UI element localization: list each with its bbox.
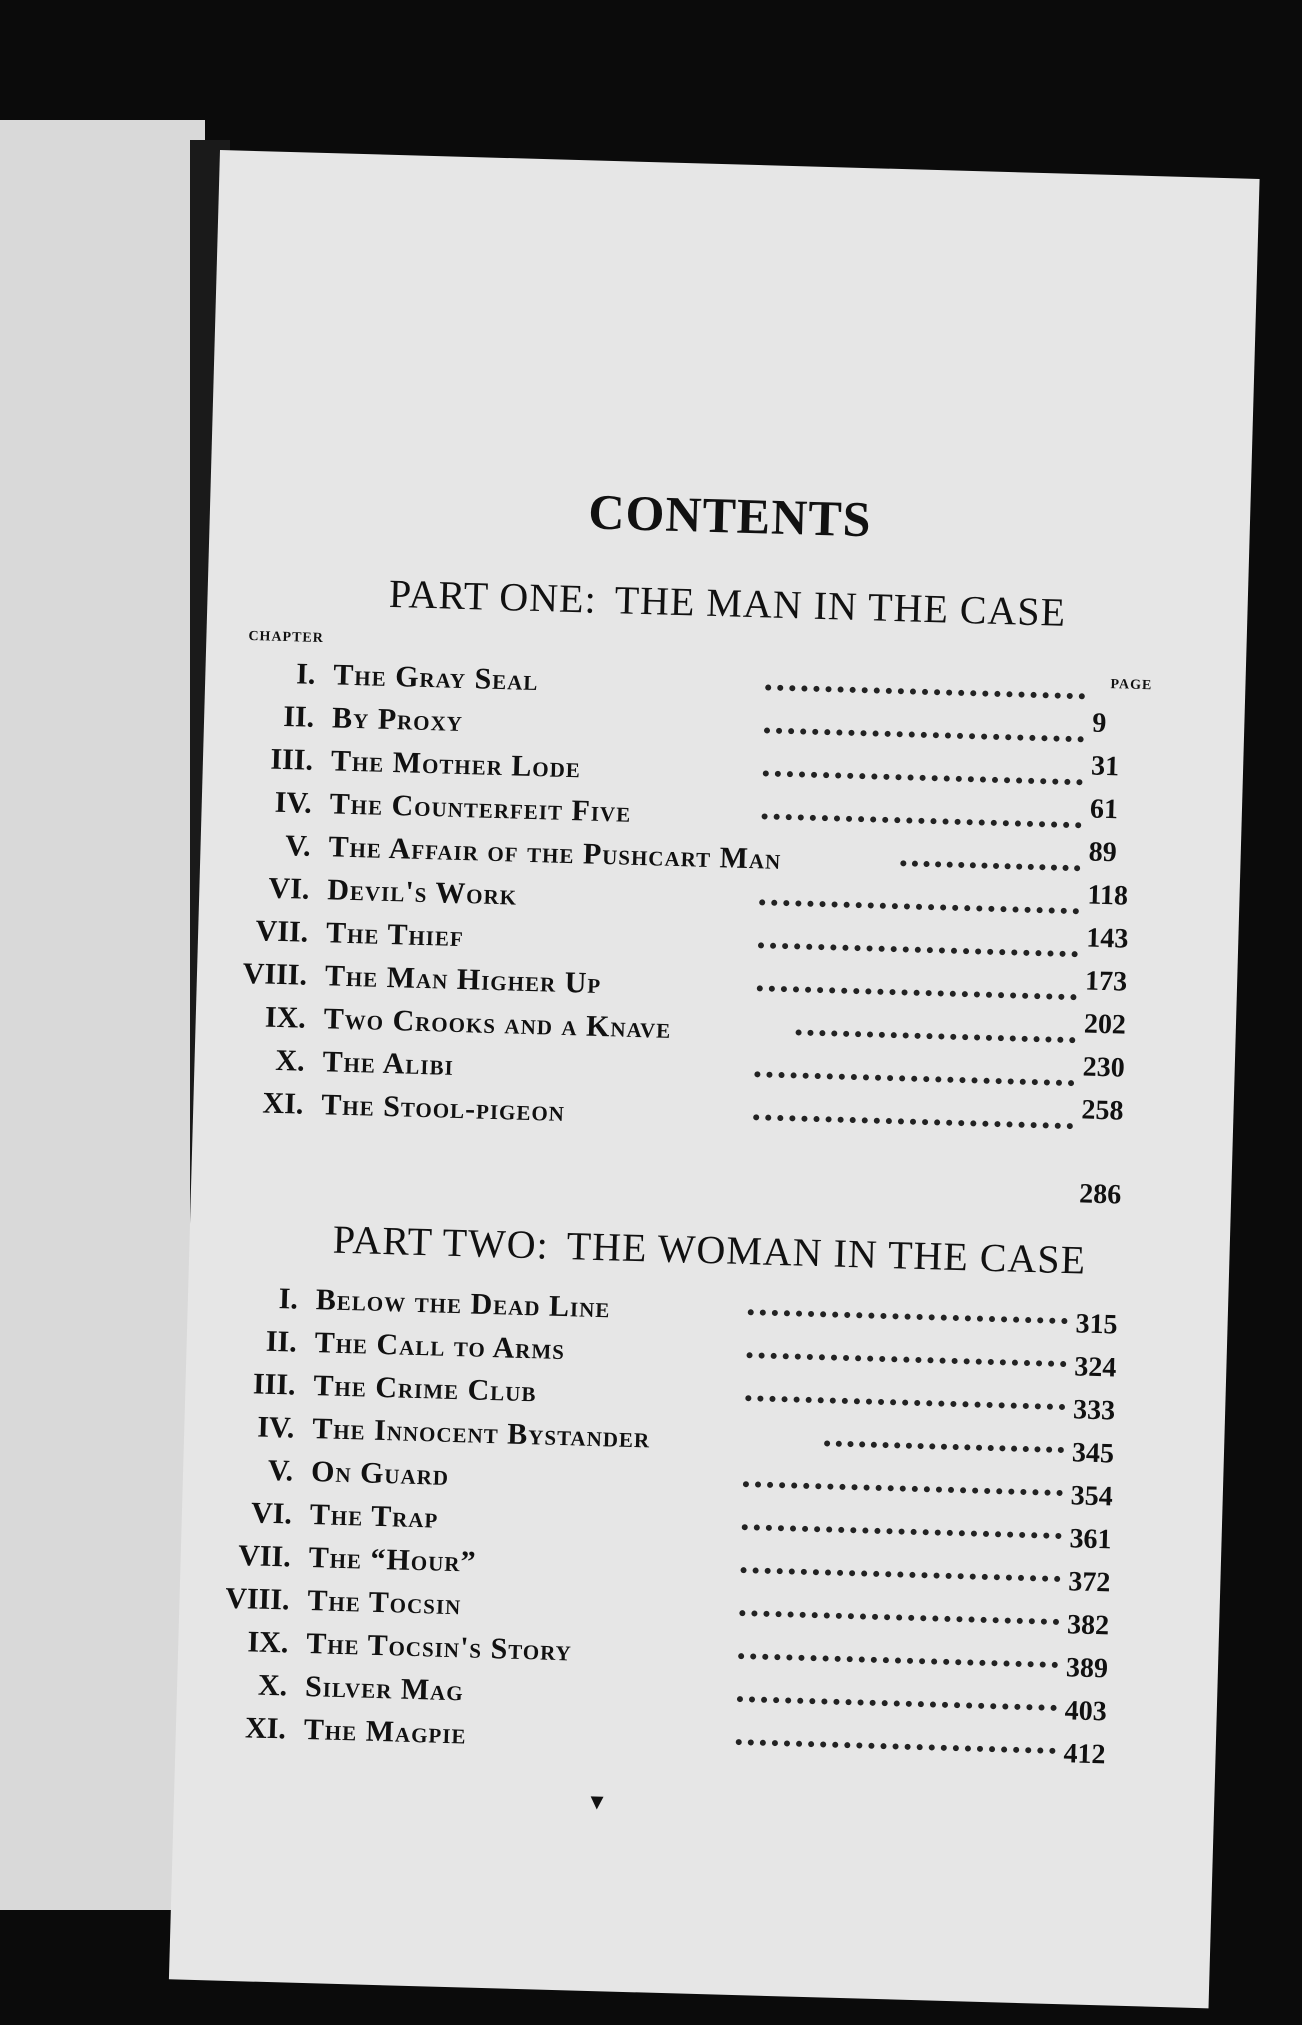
contents-title: CONTENTS — [587, 483, 873, 548]
dot-leader — [736, 1739, 1056, 1754]
chapter-title[interactable]: The Magpie — [303, 1712, 468, 1751]
page-number: 315 — [1075, 1308, 1118, 1341]
chapter-number: I. — [278, 1282, 299, 1316]
page-number: 202 — [1083, 1008, 1127, 1041]
dot-leader — [738, 1653, 1058, 1668]
dot-leader — [796, 1029, 1076, 1043]
chapter-number: IX. — [264, 1000, 307, 1035]
chapter-number: III. — [270, 742, 314, 777]
chapter-number: X. — [257, 1668, 288, 1703]
chapter-title[interactable]: The Crime Club — [313, 1369, 537, 1409]
part-one-heading — [207, 565, 1248, 641]
page-number: 258 — [1081, 1094, 1124, 1127]
chapter-title[interactable]: The Tocsin's Story — [305, 1626, 573, 1668]
chapter-number: X. — [274, 1043, 306, 1078]
chapter-number: II. — [265, 1324, 298, 1359]
chapter-number: III. — [252, 1367, 297, 1402]
contents-page — [169, 150, 1260, 2008]
chapter-number: IV. — [256, 1410, 295, 1445]
part-two-label: PART TWO: — [332, 1216, 550, 1268]
chapter-title[interactable]: By Proxy — [331, 701, 464, 739]
chapter-number: IV. — [274, 785, 313, 820]
chapter-title[interactable]: The Thief — [325, 916, 465, 954]
chapter-title[interactable]: The Affair of the Pushcart Man — [328, 830, 782, 876]
down-arrow-icon: ▼ — [585, 1788, 609, 1815]
page-number: 230 — [1082, 1051, 1126, 1084]
chapter-column-label: CHAPTER — [248, 628, 325, 647]
chapter-title[interactable]: The Tocsin — [307, 1584, 462, 1622]
chapter-number: VI. — [268, 871, 310, 906]
page-number: 118 — [1087, 879, 1129, 912]
dot-leader — [743, 1481, 1063, 1496]
page-number: 361 — [1069, 1523, 1112, 1556]
chapter-number: VIII. — [224, 1581, 291, 1617]
chapter-number: VI. — [250, 1496, 293, 1531]
chapter-title[interactable]: The Counterfeit Five — [329, 787, 632, 829]
chapter-title[interactable]: Devil's Work — [326, 873, 518, 912]
part-one-label: PART ONE: — [388, 570, 598, 622]
dot-leader — [739, 1610, 1059, 1625]
chapter-title[interactable]: The Trap — [309, 1498, 439, 1535]
chapter-number: I. — [295, 657, 316, 691]
dot-leader — [742, 1524, 1062, 1539]
dot-leader — [745, 1395, 1065, 1410]
page-number: 389 — [1065, 1652, 1109, 1685]
dot-leader — [900, 860, 1080, 871]
page-number: 89 — [1088, 836, 1118, 869]
page-number: 333 — [1072, 1394, 1116, 1427]
chapter-number: VII. — [237, 1539, 292, 1574]
chapter-title[interactable]: The Call to Arms — [314, 1326, 566, 1367]
dot-leader — [762, 813, 1082, 828]
page-number: 382 — [1066, 1609, 1110, 1642]
chapter-number: XI. — [244, 1711, 287, 1746]
dot-leader — [764, 727, 1084, 742]
dot-leader — [758, 942, 1078, 957]
dot-leader — [748, 1309, 1068, 1324]
chapter-number: V. — [284, 829, 312, 863]
dot-leader — [740, 1567, 1060, 1582]
trailing-page-number: 286 — [1078, 1178, 1122, 1211]
page-number: 143 — [1085, 922, 1129, 955]
chapter-title[interactable]: On Guard — [310, 1455, 450, 1492]
facing-page — [0, 120, 205, 1910]
dot-leader — [754, 1071, 1074, 1086]
dot-leader — [757, 985, 1077, 1000]
chapter-title[interactable]: The Stool-pigeon — [320, 1088, 566, 1129]
page-number: 324 — [1073, 1351, 1117, 1384]
part-one-subtitle: THE MAN IN THE CASE — [614, 577, 1067, 635]
page-number: 372 — [1067, 1566, 1111, 1599]
page-number: 61 — [1089, 793, 1119, 826]
page-number: 345 — [1071, 1437, 1115, 1470]
chapter-number: IX. — [247, 1625, 289, 1660]
dot-leader — [737, 1696, 1057, 1711]
dot-leader — [753, 1114, 1073, 1129]
chapter-title[interactable]: The Gray Seal — [332, 658, 539, 698]
chapter-title[interactable]: The Mother Lode — [330, 744, 582, 785]
page-number: 173 — [1084, 965, 1128, 998]
chapter-number: VIII. — [242, 956, 308, 992]
page-column-label: PAGE — [1110, 677, 1153, 694]
chapter-title[interactable]: The Alibi — [322, 1045, 455, 1082]
dot-leader — [759, 899, 1079, 914]
page-number: 412 — [1063, 1738, 1106, 1771]
page-number: 31 — [1090, 750, 1120, 783]
chapter-number: V. — [267, 1453, 294, 1488]
chapter-title[interactable]: The Man Higher Up — [324, 959, 602, 1000]
page-number: 9 — [1091, 707, 1107, 739]
chapter-title[interactable]: Two Crooks and a Knave — [323, 1002, 672, 1045]
chapter-number: VII. — [255, 914, 309, 949]
part-two-subtitle: THE WOMAN IN THE CASE — [566, 1223, 1087, 1283]
page-number: 354 — [1070, 1480, 1114, 1513]
dot-leader — [824, 1440, 1064, 1453]
chapter-title[interactable]: The Innocent Bystander — [311, 1412, 651, 1455]
chapter-title[interactable]: Silver Mag — [304, 1669, 465, 1708]
chapter-title[interactable]: Below the Dead Line — [315, 1283, 611, 1325]
chapter-title[interactable]: The “Hour” — [308, 1541, 477, 1579]
chapter-number: XI. — [262, 1086, 304, 1121]
dot-leader — [765, 684, 1085, 699]
chapter-number: II. — [282, 699, 315, 734]
page-number: 403 — [1064, 1695, 1108, 1728]
dot-leader — [763, 770, 1083, 785]
part-two-heading — [189, 1212, 1230, 1288]
dot-leader — [746, 1352, 1066, 1367]
